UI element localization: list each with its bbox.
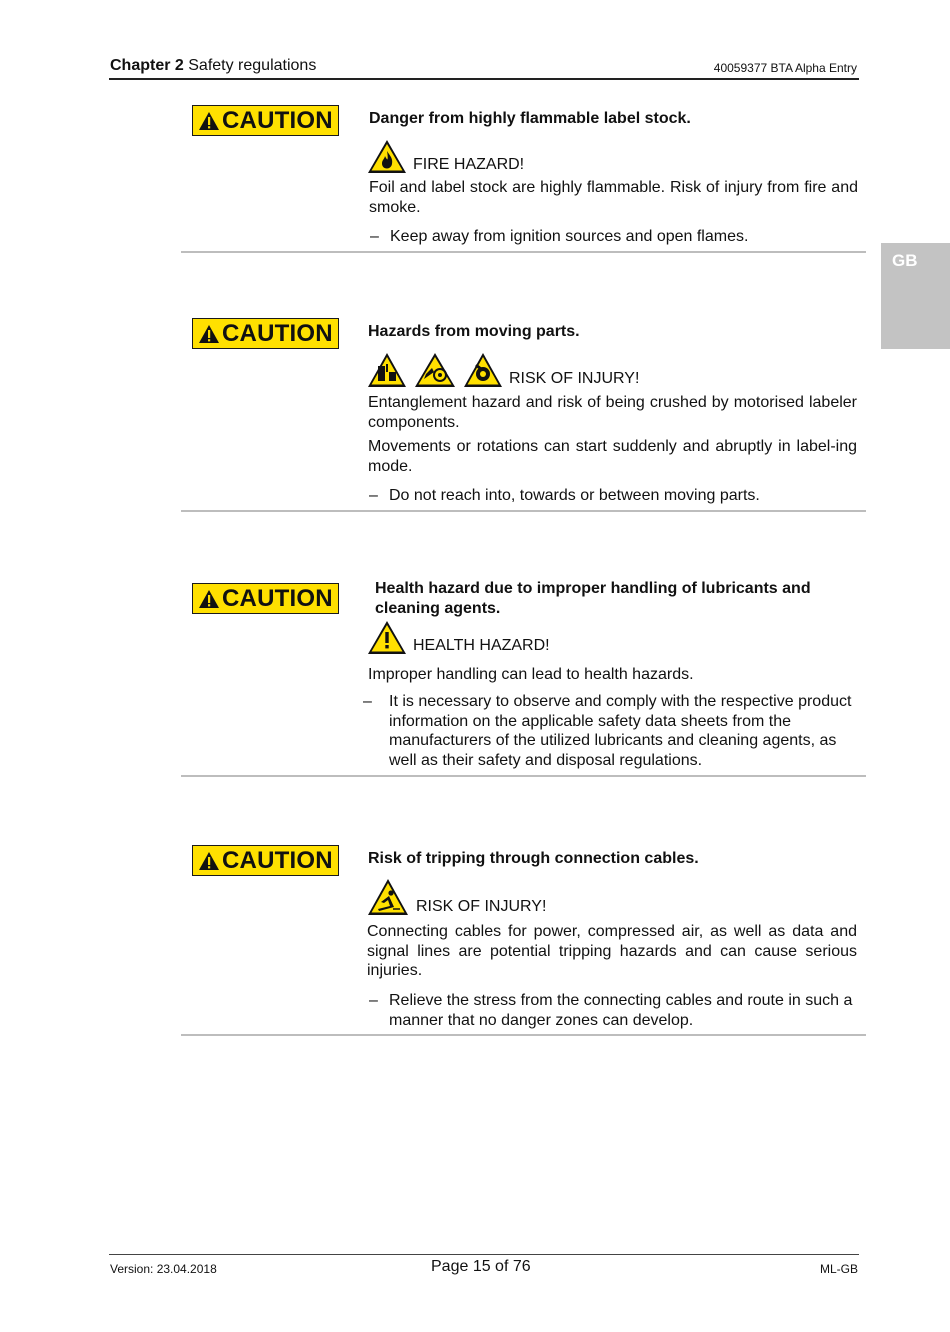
- warning-text: Entanglement hazard and risk of being crushed by motorised labeler components.: [368, 394, 857, 431]
- caution-badge: [192, 583, 339, 614]
- warning-title: Health hazard due to improper handling of lubricants and cleaning agents.: [375, 580, 811, 617]
- general-warning-icon: [367, 620, 407, 655]
- section-divider: [181, 1034, 866, 1036]
- warning-triangle-icon: [198, 111, 220, 131]
- warning-text: Movements or rotations can start suddenly and abruptly in label-ing mode.: [368, 438, 857, 475]
- instruction-item: – Do not reach into, towards or between moving parts.: [369, 487, 760, 504]
- footer-divider: [109, 1254, 859, 1255]
- version-label: Version: 23.04.2018: [110, 1262, 217, 1276]
- roller-hazard-icon: [463, 352, 503, 388]
- warning-text: Connecting cables for power, compressed air, as well as data and signal lines are potential tripping hazards and can cause serious injuries.: [367, 923, 857, 979]
- caution-badge: [192, 318, 339, 349]
- hazard-symbols: [367, 352, 639, 388]
- language-code: ML-GB: [819, 1262, 858, 1276]
- instruction-text: Do not reach into, towards or between moving parts.: [389, 487, 760, 504]
- caution-badge: [192, 845, 339, 876]
- language-tab: [881, 243, 950, 349]
- hazard-label: HEALTH HAZARD!: [413, 637, 550, 654]
- warning-text: Foil and label stock are highly flammable. Risk of injury from fire and smoke.: [369, 179, 858, 216]
- instruction-item: – Relieve the stress from the connecting cables and route in such a manner that no danger zones can develop.: [369, 992, 853, 1029]
- warning-title: Hazards from moving parts.: [368, 323, 580, 340]
- caution-label: CAUTION: [222, 319, 333, 347]
- fire-warning-icon: [367, 139, 407, 174]
- caution-label: CAUTION: [222, 584, 333, 612]
- warning-title: Danger from highly flammable label stock.: [369, 110, 691, 127]
- hazard-label: FIRE HAZARD!: [413, 156, 525, 173]
- warning-triangle-icon: [198, 851, 220, 871]
- warning-triangle-icon: [198, 589, 220, 609]
- hazard-label: RISK OF INJURY!: [509, 370, 640, 387]
- document-id: 40059377 BTA Alpha Entry: [713, 61, 857, 75]
- caution-badge: [192, 105, 339, 136]
- warning-triangle-icon: [198, 324, 220, 344]
- page-number: Page 15 of 76: [431, 1258, 531, 1275]
- instruction-item: – Keep away from ignition sources and open flames.: [370, 228, 749, 245]
- chapter-title: Safety regulations: [188, 57, 317, 74]
- trip-hazard-icon: [367, 878, 409, 916]
- hazard-label: RISK OF INJURY!: [416, 898, 547, 915]
- page-header: [109, 54, 859, 80]
- chapter-label: Chapter 2: [110, 57, 184, 74]
- warning-title: Risk of tripping through connection cables.: [368, 850, 699, 867]
- caution-label: CAUTION: [222, 106, 333, 134]
- instruction-text: Relieve the stress from the connecting cables and route in such a manner that no danger zones can develop.: [389, 992, 853, 1029]
- hazard-symbols: [367, 139, 524, 174]
- hazard-symbols: [367, 620, 550, 655]
- caution-label: CAUTION: [222, 846, 333, 874]
- section-divider: [181, 510, 866, 512]
- crush-hazard-icon: [367, 352, 407, 388]
- instruction-item: – It is necessary to observe and comply with the respective product information on the applicable safety data sheets from the manufacturers of the utilized lubricants and cleaning agents, as well as their safety and disposal regulations.: [363, 693, 852, 769]
- hazard-symbols: [367, 878, 546, 916]
- instruction-text: It is necessary to observe and comply with the respective product information on the applicable safety data sheets from the manufacturers of the utilized lubricants and cleaning agents, as well as their safety and disposal regulations.: [389, 693, 852, 769]
- warning-text: Improper handling can lead to health hazards.: [368, 666, 694, 683]
- section-divider: [181, 251, 866, 253]
- entanglement-hazard-icon: [414, 352, 456, 388]
- chapter-heading: [110, 57, 316, 75]
- language-tab-label: GB: [892, 251, 918, 270]
- instruction-text: Keep away from ignition sources and open flames.: [390, 228, 749, 245]
- section-divider: [181, 775, 866, 777]
